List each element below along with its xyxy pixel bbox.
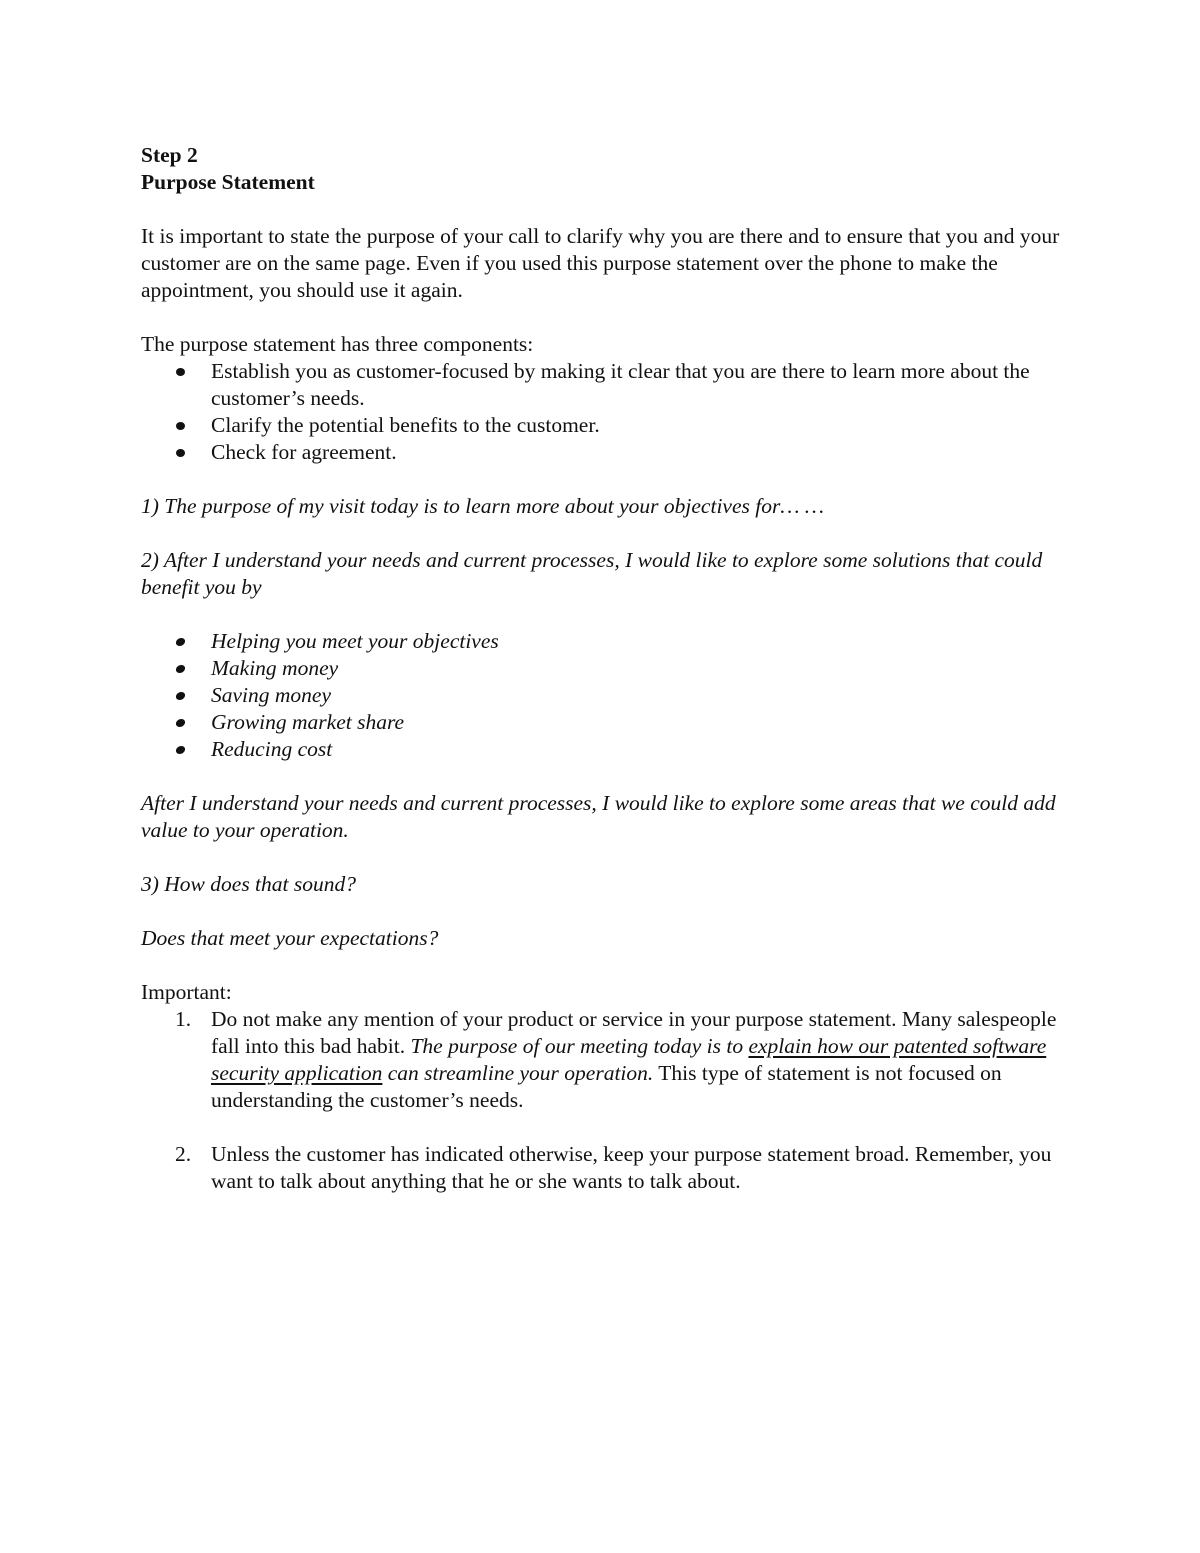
bullet-icon <box>175 746 186 754</box>
important-list <box>141 1006 1061 1195</box>
list-item: Establish you as customer-focused by making it clear that you are there to learn more about the customer’s needs. <box>141 358 1061 412</box>
intro-paragraph: It is important to state the purpose of your call to clarify why you are there and to ensure that you and your customer are on the same page. Even if you used this purpose statement over the phone to make the appointment, you should use it again. <box>141 224 1060 302</box>
bullet-icon <box>176 449 185 457</box>
underlined-phrase: explain how our patented software security application <box>211 1034 1047 1085</box>
benefits-list <box>141 628 1061 763</box>
bullet-icon <box>175 638 186 646</box>
alternative-statement: After I understand your needs and current processes, I would like to explore some areas that we could add value to your operation. <box>141 791 1056 842</box>
example-1: 1) The purpose of my visit today is to learn more about your objectives for… … <box>141 494 824 518</box>
bullet-icon <box>175 665 186 673</box>
bullet-icon <box>176 368 185 376</box>
example-3b: Does that meet your expectations? <box>141 926 439 950</box>
components-lead: The purpose statement has three components: <box>141 332 534 356</box>
list-item: 1. Do not make any mention of your product or service in your purpose statement. Many salespeople fall into this bad habit. The purpose of our meeting today is to explain how our patented software security application can streamline your operation. This type of statement is not focused on understanding the customer’s needs. <box>175 1007 1057 1112</box>
list-item: Helping you meet your objectives <box>141 628 1061 655</box>
document-body <box>141 142 1061 1195</box>
example-2: 2) After I understand your needs and current processes, I would like to explore some solutions that could benefit you by <box>141 548 1043 599</box>
list-item: Saving money <box>141 682 1061 709</box>
list-item: Making money <box>141 655 1061 682</box>
step-heading: Step 2 <box>141 143 198 167</box>
list-item: Growing market share <box>141 709 1061 736</box>
bullet-icon <box>175 692 186 700</box>
list-number: 1. <box>175 1007 192 1031</box>
list-item: 2. Unless the customer has indicated otherwise, keep your purpose statement broad. Remember, you want to talk about anything that he or she wants to talk about. <box>175 1142 1052 1193</box>
list-number: 2. <box>175 1142 192 1166</box>
list-item: Reducing cost <box>141 736 1061 763</box>
section-title: Purpose Statement <box>141 170 315 194</box>
bullet-icon <box>175 719 186 727</box>
list-item: Clarify the potential benefits to the customer. <box>141 412 1061 439</box>
example-3: 3) How does that sound? <box>141 872 356 896</box>
important-label: Important: <box>141 980 232 1004</box>
components-list <box>141 358 1061 466</box>
bullet-icon <box>176 422 185 430</box>
list-item: Check for agreement. <box>141 439 1061 466</box>
